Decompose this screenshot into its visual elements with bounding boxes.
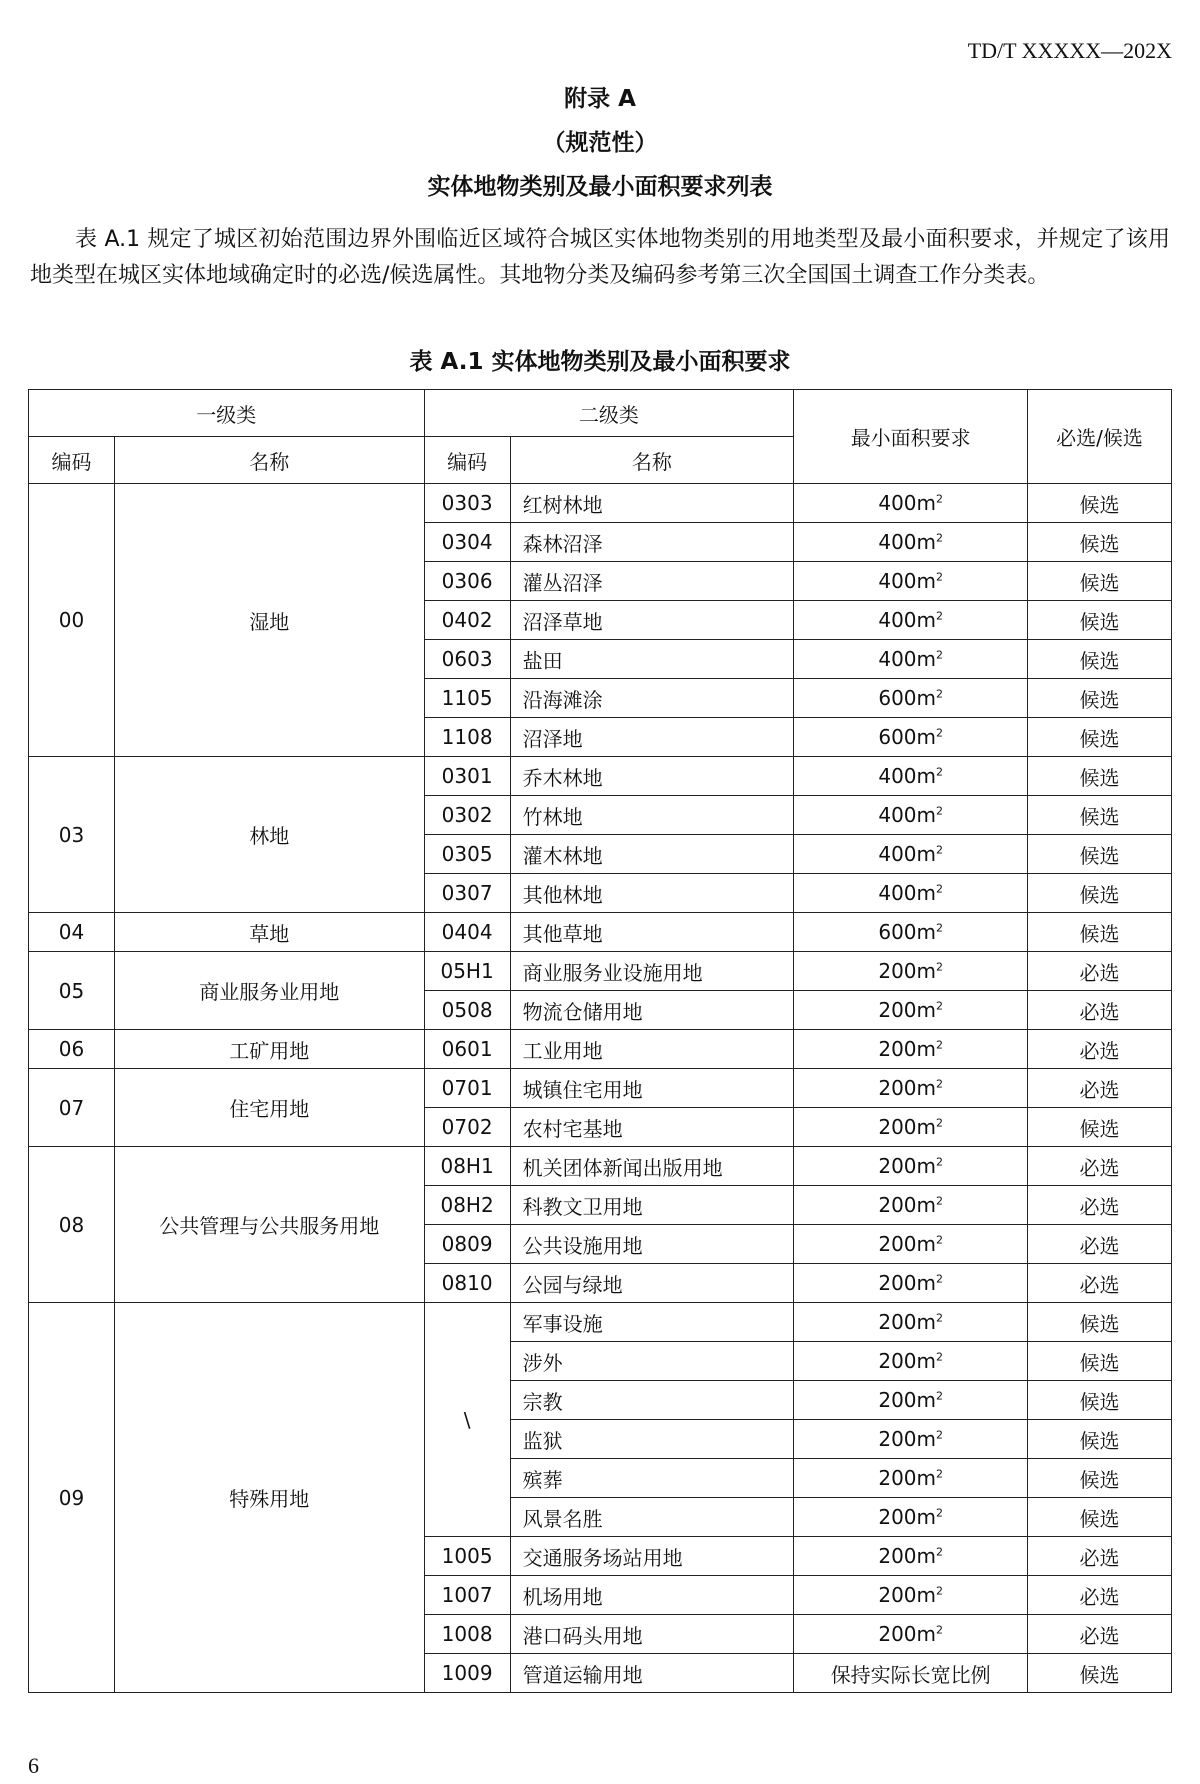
level2-name: 红树林地 xyxy=(510,484,794,523)
required-status: 候选 xyxy=(1028,835,1172,874)
min-area-cell xyxy=(794,757,1028,796)
area-unit-superscript: 2 xyxy=(936,531,944,545)
appendix-title: 实体地物类别及最小面积要求列表 xyxy=(427,174,773,200)
level1-code: 06 xyxy=(29,1030,115,1069)
document-code: TD/T XXXXX—202X xyxy=(967,38,1172,63)
min-area-value: 200m xyxy=(878,1154,937,1178)
area-unit-superscript: 2 xyxy=(936,492,944,506)
area-unit-superscript: 2 xyxy=(936,648,944,662)
level2-name: 森林沼泽 xyxy=(510,523,794,562)
min-area-cell xyxy=(794,1576,1028,1615)
min-area-cell xyxy=(794,1069,1028,1108)
level2-name: 风景名胜 xyxy=(510,1498,794,1537)
min-area-cell xyxy=(794,1420,1028,1459)
min-area-value: 200m xyxy=(878,1037,937,1061)
min-area-cell xyxy=(794,640,1028,679)
table-title: 表 A.1 实体地物类别及最小面积要求 xyxy=(409,349,791,375)
required-status: 候选 xyxy=(1028,1303,1172,1342)
min-area-value: 200m xyxy=(878,1466,937,1490)
min-area-cell xyxy=(794,1459,1028,1498)
area-unit-superscript: 2 xyxy=(936,999,944,1013)
level2-name: 监狱 xyxy=(510,1420,794,1459)
area-unit-superscript: 2 xyxy=(936,1311,944,1325)
min-area-value: 400m xyxy=(878,569,937,593)
level2-name: 宗教 xyxy=(510,1381,794,1420)
level1-code: 04 xyxy=(29,913,115,952)
area-unit-superscript: 2 xyxy=(936,570,944,584)
min-area-cell xyxy=(794,952,1028,991)
level2-name: 其他草地 xyxy=(510,913,794,952)
area-unit-superscript: 2 xyxy=(936,1545,944,1559)
area-unit-superscript: 2 xyxy=(936,1077,944,1091)
level2-code: 0603 xyxy=(424,640,510,679)
table-row xyxy=(29,1303,1172,1342)
level2-code: 0702 xyxy=(424,1108,510,1147)
min-area-value: 400m xyxy=(878,803,937,827)
header-code-2: 编码 xyxy=(424,437,510,484)
level2-code: 0307 xyxy=(424,874,510,913)
level2-code: 0304 xyxy=(424,523,510,562)
level2-code: 1009 xyxy=(424,1654,510,1693)
min-area-value: 400m xyxy=(878,842,937,866)
header-level2: 二级类 xyxy=(424,390,794,437)
min-area-cell xyxy=(794,1108,1028,1147)
level2-name: 沿海滩涂 xyxy=(510,679,794,718)
min-area-cell xyxy=(794,1537,1028,1576)
min-area-cell xyxy=(794,1498,1028,1537)
min-area-value: 400m xyxy=(878,881,937,905)
required-status: 必选 xyxy=(1028,1147,1172,1186)
level1-code: 07 xyxy=(29,1069,115,1147)
table-row xyxy=(29,757,1172,796)
level2-code: 1105 xyxy=(424,679,510,718)
level2-code: 0302 xyxy=(424,796,510,835)
table-row xyxy=(29,913,1172,952)
area-unit-superscript: 2 xyxy=(936,726,944,740)
table-body xyxy=(29,484,1172,1693)
area-unit-superscript: 2 xyxy=(936,687,944,701)
required-status: 候选 xyxy=(1028,1342,1172,1381)
min-area-value: 200m xyxy=(878,1544,937,1568)
level2-code: 1007 xyxy=(424,1576,510,1615)
level1-code: 09 xyxy=(29,1303,115,1693)
min-area-cell xyxy=(794,1030,1028,1069)
area-unit-superscript: 2 xyxy=(936,804,944,818)
level2-name: 公共设施用地 xyxy=(510,1225,794,1264)
min-area-cell xyxy=(794,1381,1028,1420)
level2-name: 港口码头用地 xyxy=(510,1615,794,1654)
level2-code: 0301 xyxy=(424,757,510,796)
level1-name: 住宅用地 xyxy=(114,1069,424,1147)
area-unit-superscript: 2 xyxy=(936,1623,944,1637)
required-status: 必选 xyxy=(1028,1186,1172,1225)
required-status: 候选 xyxy=(1028,1498,1172,1537)
level2-code: 0601 xyxy=(424,1030,510,1069)
level2-name: 机场用地 xyxy=(510,1576,794,1615)
page-number: 6 xyxy=(28,1753,39,1778)
min-area-cell xyxy=(794,523,1028,562)
level2-code: 0810 xyxy=(424,1264,510,1303)
level1-code: 05 xyxy=(29,952,115,1030)
level2-name: 城镇住宅用地 xyxy=(510,1069,794,1108)
level2-name: 物流仓储用地 xyxy=(510,991,794,1030)
area-unit-superscript: 2 xyxy=(936,1116,944,1130)
min-area-cell xyxy=(794,1264,1028,1303)
min-area-value: 400m xyxy=(878,530,937,554)
level2-name: 灌木林地 xyxy=(510,835,794,874)
level2-name: 沼泽地 xyxy=(510,718,794,757)
level2-name: 公园与绿地 xyxy=(510,1264,794,1303)
required-status: 候选 xyxy=(1028,601,1172,640)
level2-name: 军事设施 xyxy=(510,1303,794,1342)
level1-name: 特殊用地 xyxy=(114,1303,424,1693)
min-area-cell xyxy=(794,484,1028,523)
header-required: 必选/候选 xyxy=(1028,390,1172,484)
level1-code: 03 xyxy=(29,757,115,913)
level2-name: 灌丛沼泽 xyxy=(510,562,794,601)
min-area-value: 200m xyxy=(878,1349,937,1373)
required-status: 必选 xyxy=(1028,952,1172,991)
required-status: 必选 xyxy=(1028,1225,1172,1264)
min-area-value: 200m xyxy=(878,1310,937,1334)
table-row xyxy=(29,952,1172,991)
area-unit-superscript: 2 xyxy=(936,765,944,779)
table-row xyxy=(29,1030,1172,1069)
required-status: 候选 xyxy=(1028,718,1172,757)
required-status: 候选 xyxy=(1028,874,1172,913)
min-area-cell xyxy=(794,1615,1028,1654)
required-status: 候选 xyxy=(1028,1420,1172,1459)
min-area-value: 200m xyxy=(878,1115,937,1139)
required-status: 候选 xyxy=(1028,1459,1172,1498)
min-area-value: 200m xyxy=(878,1388,937,1412)
level2-name: 工业用地 xyxy=(510,1030,794,1069)
area-unit-superscript: 2 xyxy=(936,1272,944,1286)
level2-code: 0303 xyxy=(424,484,510,523)
header-name-2: 名称 xyxy=(510,437,794,484)
required-status: 候选 xyxy=(1028,640,1172,679)
area-unit-superscript: 2 xyxy=(936,1155,944,1169)
min-area-cell xyxy=(794,718,1028,757)
level2-code: 0306 xyxy=(424,562,510,601)
level2-code: 0508 xyxy=(424,991,510,1030)
required-status: 必选 xyxy=(1028,991,1172,1030)
area-unit-superscript: 2 xyxy=(936,1233,944,1247)
min-area-value: 200m xyxy=(878,1232,937,1256)
level2-code: 1005 xyxy=(424,1537,510,1576)
required-status: 必选 xyxy=(1028,1264,1172,1303)
level2-code: 0701 xyxy=(424,1069,510,1108)
level2-name: 农村宅基地 xyxy=(510,1108,794,1147)
min-area-cell xyxy=(794,874,1028,913)
required-status: 候选 xyxy=(1028,1108,1172,1147)
level2-code: 0404 xyxy=(424,913,510,952)
required-status: 必选 xyxy=(1028,1615,1172,1654)
header-min-area: 最小面积要求 xyxy=(794,390,1028,484)
min-area: 保持实际长宽比例 xyxy=(794,1654,1028,1693)
level2-name: 管道运输用地 xyxy=(510,1654,794,1693)
min-area-value: 200m xyxy=(878,1076,937,1100)
required-status: 候选 xyxy=(1028,796,1172,835)
min-area-value: 200m xyxy=(878,959,937,983)
table-header-row xyxy=(29,390,1172,437)
required-status: 候选 xyxy=(1028,1381,1172,1420)
min-area-cell xyxy=(794,679,1028,718)
level1-name: 商业服务业用地 xyxy=(114,952,424,1030)
area-unit-superscript: 2 xyxy=(936,1038,944,1052)
required-status: 必选 xyxy=(1028,1537,1172,1576)
min-area-cell xyxy=(794,796,1028,835)
required-status: 必选 xyxy=(1028,1030,1172,1069)
area-unit-superscript: 2 xyxy=(936,1584,944,1598)
level2-name: 机关团体新闻出版用地 xyxy=(510,1147,794,1186)
level2-code: 08H1 xyxy=(424,1147,510,1186)
min-area-value: 200m xyxy=(878,1271,937,1295)
header-level1: 一级类 xyxy=(29,390,425,437)
required-status: 候选 xyxy=(1028,913,1172,952)
level2-name: 沼泽草地 xyxy=(510,601,794,640)
required-status: 候选 xyxy=(1028,679,1172,718)
min-area-cell xyxy=(794,1186,1028,1225)
level2-name: 交通服务场站用地 xyxy=(510,1537,794,1576)
land-type-table xyxy=(28,389,1172,1693)
min-area-value: 600m xyxy=(878,686,937,710)
min-area-value: 200m xyxy=(878,1505,937,1529)
level1-name: 工矿用地 xyxy=(114,1030,424,1069)
table-row xyxy=(29,484,1172,523)
area-unit-superscript: 2 xyxy=(936,921,944,935)
level2-code: 0809 xyxy=(424,1225,510,1264)
area-unit-superscript: 2 xyxy=(936,960,944,974)
level1-code: 08 xyxy=(29,1147,115,1303)
required-status: 必选 xyxy=(1028,1576,1172,1615)
level2-code-merged: \ xyxy=(424,1303,510,1537)
table-row xyxy=(29,1147,1172,1186)
required-status: 候选 xyxy=(1028,562,1172,601)
required-status: 必选 xyxy=(1028,1069,1172,1108)
header-code-1: 编码 xyxy=(29,437,115,484)
required-status: 候选 xyxy=(1028,1654,1172,1693)
required-status: 候选 xyxy=(1028,484,1172,523)
level2-name: 乔木林地 xyxy=(510,757,794,796)
min-area-value: 400m xyxy=(878,491,937,515)
level2-name: 涉外 xyxy=(510,1342,794,1381)
level2-code: 1008 xyxy=(424,1615,510,1654)
level2-code: 0305 xyxy=(424,835,510,874)
area-unit-superscript: 2 xyxy=(936,1506,944,1520)
intro-paragraph: 表 A.1 规定了城区初始范围边界外围临近区域符合城区实体地物类别的用地类型及最小面积要求，并规定了该用地类型在城区实体地域确定时的必选/候选属性。其地物分类及编码参考第三次全国国土调查工作分类表。 xyxy=(30,227,1170,288)
min-area-value: 200m xyxy=(878,1193,937,1217)
normative-label: （规范性） xyxy=(542,130,658,156)
level1-name: 林地 xyxy=(114,757,424,913)
area-unit-superscript: 2 xyxy=(936,1467,944,1481)
min-area-cell xyxy=(794,1147,1028,1186)
level1-name: 草地 xyxy=(114,913,424,952)
min-area-cell xyxy=(794,1342,1028,1381)
min-area-cell xyxy=(794,1303,1028,1342)
area-unit-superscript: 2 xyxy=(936,1428,944,1442)
table-row xyxy=(29,1069,1172,1108)
area-unit-superscript: 2 xyxy=(936,1389,944,1403)
min-area-cell xyxy=(794,913,1028,952)
header-name-1: 名称 xyxy=(114,437,424,484)
level2-name: 其他林地 xyxy=(510,874,794,913)
area-unit-superscript: 2 xyxy=(936,1350,944,1364)
area-unit-superscript: 2 xyxy=(936,1194,944,1208)
min-area-value: 600m xyxy=(878,920,937,944)
area-unit-superscript: 2 xyxy=(936,843,944,857)
min-area-cell xyxy=(794,1225,1028,1264)
level1-code: 00 xyxy=(29,484,115,757)
min-area-cell xyxy=(794,835,1028,874)
level2-code: 05H1 xyxy=(424,952,510,991)
level2-name: 殡葬 xyxy=(510,1459,794,1498)
min-area-value: 600m xyxy=(878,725,937,749)
appendix-label: 附录 A xyxy=(564,86,636,112)
level2-name: 科教文卫用地 xyxy=(510,1186,794,1225)
min-area-value: 200m xyxy=(878,1427,937,1451)
min-area-value: 400m xyxy=(878,647,937,671)
required-status: 候选 xyxy=(1028,757,1172,796)
min-area-cell xyxy=(794,562,1028,601)
level2-name: 竹林地 xyxy=(510,796,794,835)
level2-code: 08H2 xyxy=(424,1186,510,1225)
min-area-cell xyxy=(794,991,1028,1030)
level2-name: 商业服务业设施用地 xyxy=(510,952,794,991)
level2-name: 盐田 xyxy=(510,640,794,679)
min-area-value: 200m xyxy=(878,1583,937,1607)
min-area-value: 400m xyxy=(878,608,937,632)
level1-name: 湿地 xyxy=(114,484,424,757)
area-unit-superscript: 2 xyxy=(936,882,944,896)
area-unit-superscript: 2 xyxy=(936,609,944,623)
required-status: 候选 xyxy=(1028,523,1172,562)
level2-code: 1108 xyxy=(424,718,510,757)
min-area-cell xyxy=(794,601,1028,640)
level1-name: 公共管理与公共服务用地 xyxy=(114,1147,424,1303)
level2-code: 0402 xyxy=(424,601,510,640)
min-area-value: 400m xyxy=(878,764,937,788)
min-area-value: 200m xyxy=(878,998,937,1022)
min-area-value: 200m xyxy=(878,1622,937,1646)
